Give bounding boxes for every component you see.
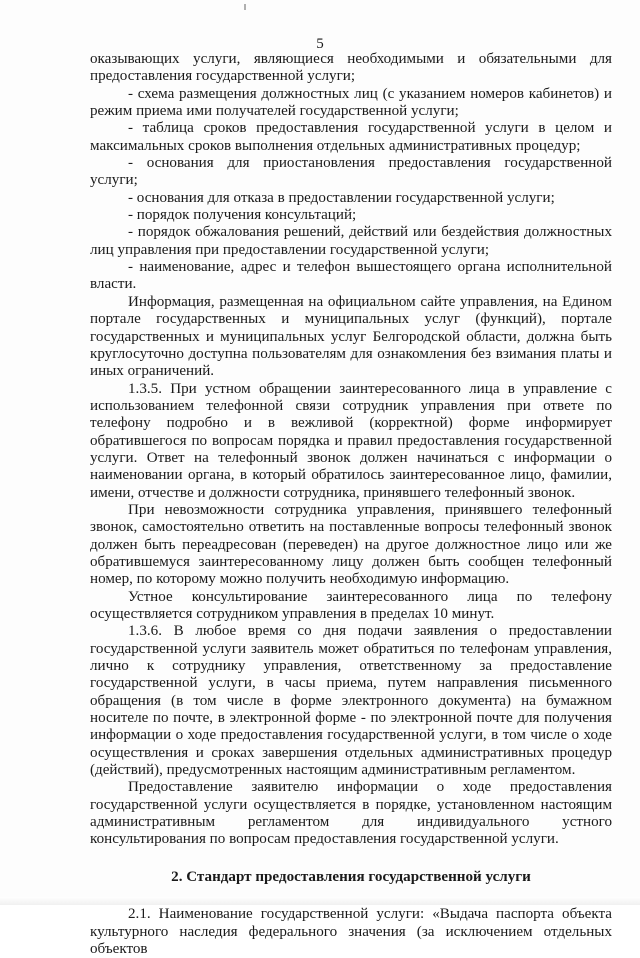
paragraph-1-3-5: 1.3.5. При устном обращении заинтересованного лица в управление с использованием телефонной связи сотрудник управления при ответе по телефону подробно и в вежливой (корректной) форме информирует обратившегося по вопросам порядка и правил предоставления государственной услуги. Ответ на телефонный звонок должен начинаться с информации о наименовании органа, в который обратилось заинтересованное лицо, фамилии, имени, отчестве и должности сотрудника, принявшего телефонный звонок. bbox=[90, 380, 612, 501]
section-heading: 2. Стандарт предоставления государственной услуги bbox=[171, 868, 531, 885]
list-item-appeal-procedure: - порядок обжалования решений, действий или бездействия должностных лиц управления при предоставлении государственной услуги; bbox=[90, 224, 612, 258]
list-item-schema: - схема размещения должностных лиц (с указанием номеров кабинетов) и режим приема ими получателей государственной услуги; bbox=[90, 85, 612, 120]
list-item-suspension-grounds: - основания для приостановления предоставления государственной услуги; bbox=[90, 155, 612, 189]
paragraph-1-3-6: 1.3.6. В любое время со дня подачи заявления о предоставлении государственной услуги заявитель может обратиться по телефонам управления, лично к сотруднику управления, ответственному за предоставление государственной услуги, в часы приема, путем направления письменного обращения (в том числе в форме электронного документа) на бумажном носителе по почте, в электронной форме - по электронной почте для получения информации о ходе предоставления государственной услуги, в том числе о ходе осуществления и сроках завершения отдельных административных процедур (действий), предусмотренных настоящим административным регламентом. bbox=[90, 623, 612, 779]
paragraph-call-redirect: При невозможности сотрудника управления, принявшего телефонный звонок, самостоятельно ответить на поставленные вопросы телефонный звонок должен быть переадресован (переведен) на другое должностное лицо или же обратившемуся заинтересованному лицу должен быть сообщен телефонный номер, по которому можно получить необходимую информацию. bbox=[90, 501, 612, 588]
list-item-consultation-procedure: - порядок получения консультаций; bbox=[128, 207, 357, 224]
paragraph-phone-consultation: Устное консультирование заинтересованного лица по телефону осуществляется сотрудником управления в пределах 10 минут. bbox=[90, 588, 612, 622]
paragraph-progress-info: Предоставление заявителю информации о ходе предоставления государственной услуги осуществляется в порядке, установленном настоящим административным регламентом для индивидуального устного консультирования по вопросам предоставления государственной услуги. bbox=[90, 779, 612, 848]
paragraph-website-info: Информация, размещенная на официальном сайте управления, на Едином портале государственных и муниципальных услуг (функций), портале государственных и муниципальных услуг Белгородской области, должна быть круглосуточно доступна пользователям для ознакомления без взимания платы и иных ограничений. bbox=[90, 293, 612, 380]
page-bottom-edge bbox=[0, 897, 640, 905]
page-number: 5 bbox=[316, 36, 324, 52]
list-item-refusal-grounds: - основания для отказа в предоставлении государственной услуги; bbox=[128, 189, 555, 206]
scan-artifact bbox=[244, 4, 246, 10]
list-item-superior-authority: - наименование, адрес и телефон вышестоящего органа исполнительной власти. bbox=[90, 259, 612, 293]
document-body bbox=[90, 51, 612, 958]
list-item-deadlines-table: - таблица сроков предоставления государственной услуги в целом и максимальных сроков выполнения отдельных административных процедур; bbox=[90, 120, 612, 154]
paragraph-continuation: оказывающих услуги, являющиеся необходимыми и обязательными для предоставления государственной услуги; bbox=[90, 51, 612, 85]
paragraph-2-1: 2.1. Наименование государственной услуги: «Выдача паспорта объекта культурного наследия федерального значения (за исключением отдельных объектов bbox=[90, 906, 612, 957]
